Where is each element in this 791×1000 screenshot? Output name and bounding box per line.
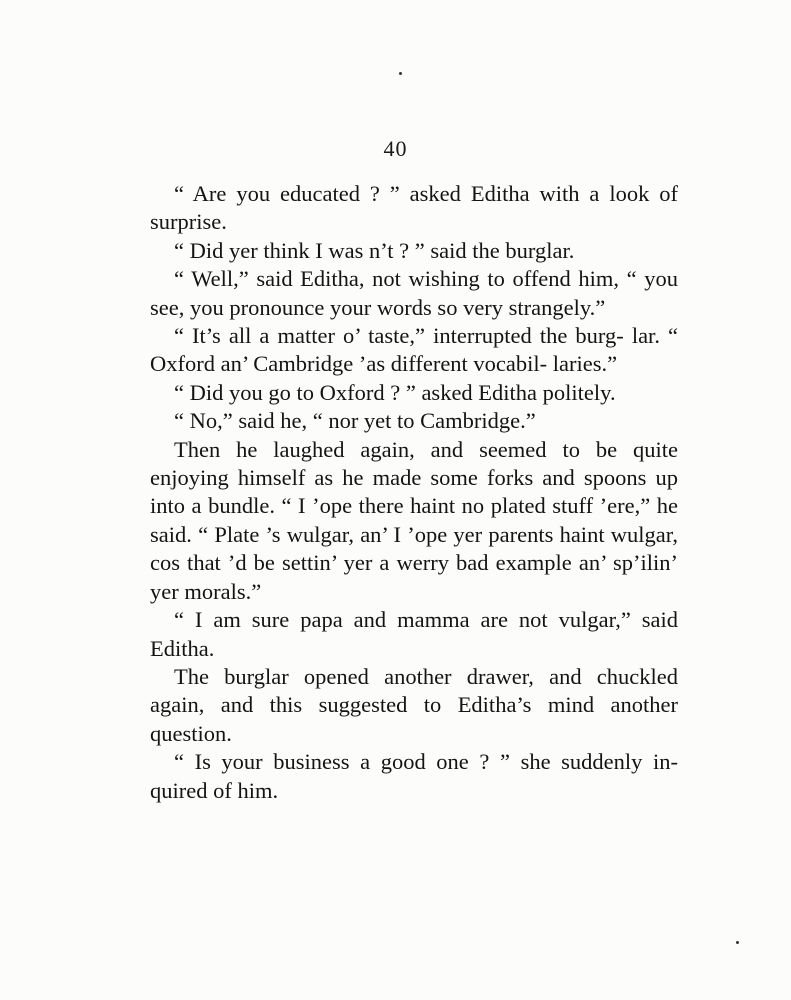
body-text bbox=[150, 180, 678, 805]
paragraph: “ It’s all a matter o’ taste,” interrupted the burg- lar. “ Oxford an’ Cambridge ’as different vocabil- laries.” bbox=[150, 323, 678, 377]
page-number: 40 bbox=[383, 136, 408, 161]
paragraph: “ Are you educated ? ” asked Editha with a look of surprise. bbox=[150, 181, 678, 235]
paragraph: “ Did you go to Oxford ? ” asked Editha politely. bbox=[174, 379, 616, 405]
paragraph: “ No,” said he, “ nor yet to Cambridge.” bbox=[174, 408, 536, 434]
paragraph: “ I am sure papa and mamma are not vulgar,” said Editha. bbox=[150, 607, 678, 661]
paragraph: “ Is your business a good one ? ” she suddenly in- quired of him. bbox=[150, 749, 678, 803]
paragraph: “ Well,” said Editha, not wishing to offend him, “ you see, you pronounce your words so very strangely.” bbox=[150, 266, 678, 320]
ink-speck bbox=[399, 72, 402, 75]
paragraph: The burglar opened another drawer, and chuckled again, and this suggested to Editha’s mind another question. bbox=[150, 663, 678, 746]
paragraph: “ Did yer think I was n’t ? ” said the burglar. bbox=[174, 237, 575, 263]
ink-speck bbox=[736, 941, 739, 944]
paragraph: Then he laughed again, and seemed to be quite enjoying himself as he made some forks and spoons up into a bundle. “ I ’ope there haint no plated stuff ’ere,” he said. “ Plate ’s wulgar, an’ I ’ope yer parents haint wulgar, cos that ’d be settin’ yer a werry bad example an’ sp’ilin’ yer morals.” bbox=[150, 436, 678, 604]
